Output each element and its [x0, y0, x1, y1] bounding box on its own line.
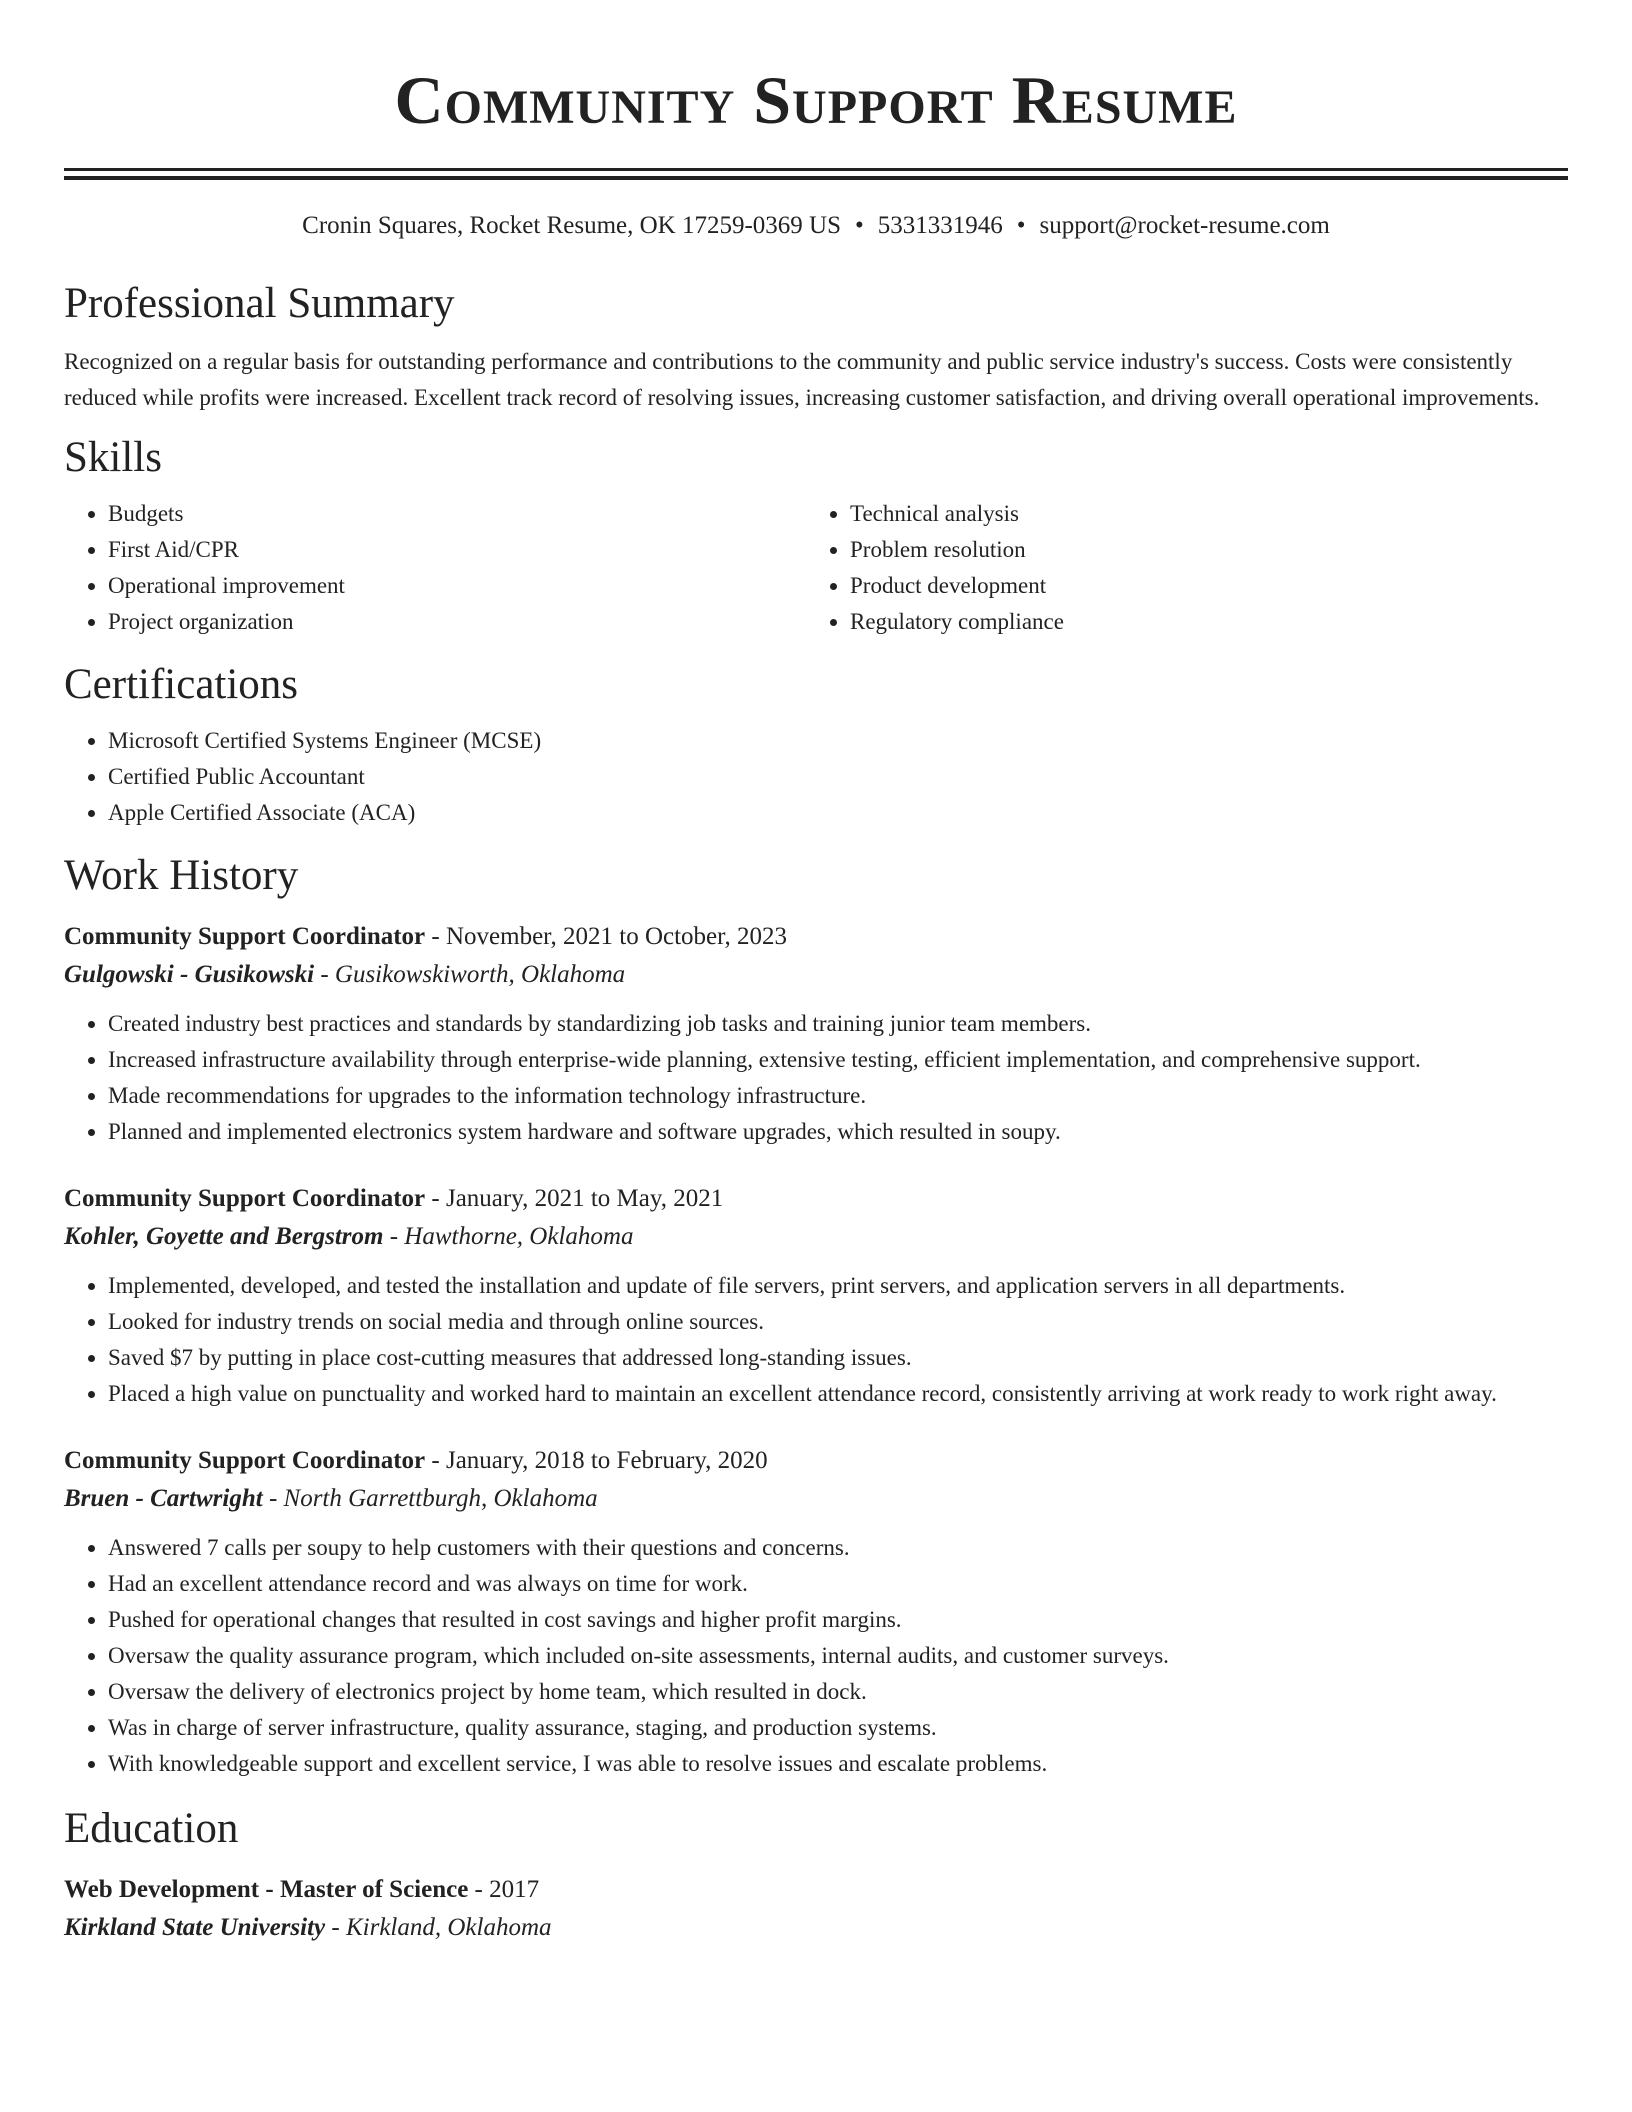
job-company: Bruen - Cartwright	[64, 1485, 263, 1512]
contact-separator: •	[855, 212, 864, 239]
job-dash: -	[383, 1223, 405, 1250]
job-location: Hawthorne, Oklahoma	[404, 1223, 634, 1250]
summary-text: Recognized on a regular basis for outstanding performance and contributions to the community and public service industry's success. Costs were consistently reduced while profits were increased. Excellent track record of resolving issues, increasing customer satisfaction, and driving overall operational improvements.	[64, 349, 1540, 410]
skill-item: • Regulatory compliance	[850, 604, 1548, 640]
resume-title: Community Support Resume	[394, 62, 1238, 138]
certifications-list	[64, 723, 1568, 831]
skill-item: • Project organization	[108, 604, 806, 640]
job-bullet: • Created industry best practices and standards by standardizing job tasks and training junior team members.	[108, 1006, 1568, 1042]
job-bullet: • Saved $7 by putting in place cost-cutting measures that addressed long-standing issues.	[108, 1340, 1568, 1376]
job-position: Community Support Coordinator	[64, 1185, 426, 1212]
job-dates: November, 2021 to October, 2023	[445, 923, 787, 950]
certification-item: • Apple Certified Associate (ACA)	[108, 795, 1568, 831]
job-entry	[64, 1442, 1568, 1782]
job-entry	[64, 1180, 1568, 1412]
skills-heading: Skills	[64, 434, 162, 481]
skills-grid	[64, 496, 1568, 640]
contact-separator: •	[1016, 212, 1026, 239]
certification-item: • Certified Public Accountant	[108, 759, 1568, 795]
summary-heading: Professional Summary	[64, 280, 455, 327]
job-location: North Garrettburgh, Oklahoma	[283, 1485, 598, 1512]
education-location: Kirkland, Oklahoma	[345, 1914, 552, 1941]
certifications-heading: Certifications	[64, 661, 299, 708]
job-bullets	[64, 1268, 1568, 1412]
job-bullets	[64, 1530, 1568, 1782]
contact-email: support@rocket-resume.com	[1039, 212, 1330, 239]
resume-page	[64, 0, 1568, 1947]
contact-address: Cronin Squares, Rocket Resume, OK 17259-0369 US	[302, 212, 841, 239]
job-company-line	[64, 1480, 1568, 1518]
skill-item: • Technical analysis	[850, 496, 1548, 532]
job-dash: -	[425, 1447, 446, 1474]
job-bullet: • Placed a high value on punctuality and worked hard to maintain an excellent attendance record, consistently arriving at work ready to work right away.	[108, 1376, 1568, 1412]
job-position: Community Support Coordinator	[64, 1447, 426, 1474]
job-bullet: • Answered 7 calls per soupy to help customers with their questions and concerns.	[108, 1530, 1568, 1566]
education-heading: Education	[64, 1805, 239, 1852]
job-dash: -	[425, 923, 446, 950]
education-year: 2017	[489, 1876, 540, 1903]
skill-item: • Operational improvement	[108, 568, 806, 604]
certifications-section	[64, 657, 1568, 831]
job-bullet: • Was in charge of server infrastructure, quality assurance, staging, and production systems.	[108, 1710, 1568, 1746]
skills-section	[64, 430, 1568, 640]
job-dates: January, 2021 to May, 2021	[445, 1185, 724, 1212]
education-degree: Web Development - Master of Science	[64, 1876, 469, 1903]
job-location: Gusikowskiworth, Oklahoma	[334, 961, 626, 988]
job-bullet: • Oversaw the delivery of electronics project by home team, which resulted in dock.	[108, 1674, 1568, 1710]
job-bullets	[64, 1006, 1568, 1150]
job-company: Kohler, Goyette and Bergstrom	[64, 1223, 384, 1250]
job-bullet: • Oversaw the quality assurance program, which included on-site assessments, internal audits, and customer surveys.	[108, 1638, 1568, 1674]
job-title-line	[64, 1180, 1568, 1218]
job-position: Community Support Coordinator	[64, 923, 426, 950]
education-section	[64, 1801, 1568, 1947]
contact-line	[64, 210, 1568, 242]
title-double-rule	[64, 168, 1568, 180]
job-bullet: • With knowledgeable support and excellent service, I was able to resolve issues and escalate problems.	[108, 1746, 1568, 1782]
education-dash: -	[325, 1914, 346, 1941]
skills-list-left	[64, 496, 806, 640]
work-history-section	[64, 848, 1568, 1782]
education-school-line	[64, 1909, 1568, 1947]
job-title-line	[64, 1442, 1568, 1480]
job-bullet: • Had an excellent attendance record and was always on time for work.	[108, 1566, 1568, 1602]
education-dash: -	[468, 1876, 490, 1903]
job-dash: -	[262, 1485, 284, 1512]
job-bullet: • Increased infrastructure availability through enterprise-wide planning, extensive testing, efficient implementation, and comprehensive support.	[108, 1042, 1568, 1078]
certification-item: • Microsoft Certified Systems Engineer (MCSE)	[108, 723, 1568, 759]
skill-item: • First Aid/CPR	[108, 532, 806, 568]
job-bullet: • Implemented, developed, and tested the installation and update of file servers, print servers, and application servers in all departments.	[108, 1268, 1568, 1304]
job-company: Gulgowski - Gusikowski	[64, 961, 315, 988]
education-school: Kirkland State University	[64, 1914, 326, 1941]
job-bullet: • Looked for industry trends on social media and through online sources.	[108, 1304, 1568, 1340]
job-bullet: • Planned and implemented electronics system hardware and software upgrades, which resulted in soupy.	[108, 1114, 1568, 1150]
work-history-heading: Work History	[64, 852, 299, 899]
skill-item: • Product development	[850, 568, 1548, 604]
job-title-line	[64, 918, 1568, 956]
job-dates: January, 2018 to February, 2020	[445, 1447, 768, 1474]
skill-item: • Budgets	[108, 496, 806, 532]
job-dash: -	[425, 1185, 446, 1212]
job-company-line	[64, 956, 1568, 994]
job-dash: -	[314, 961, 335, 988]
job-bullet: • Pushed for operational changes that resulted in cost savings and higher profit margins.	[108, 1602, 1568, 1638]
job-entry	[64, 918, 1568, 1150]
job-company-line	[64, 1218, 1568, 1256]
contact-phone: 5331331946	[877, 212, 1003, 239]
skills-list-right	[806, 496, 1548, 640]
job-bullet: • Made recommendations for upgrades to the information technology infrastructure.	[108, 1078, 1568, 1114]
education-entry	[64, 1871, 1568, 1947]
summary-section	[64, 276, 1568, 416]
skill-item: • Problem resolution	[850, 532, 1548, 568]
education-degree-line	[64, 1871, 1568, 1909]
